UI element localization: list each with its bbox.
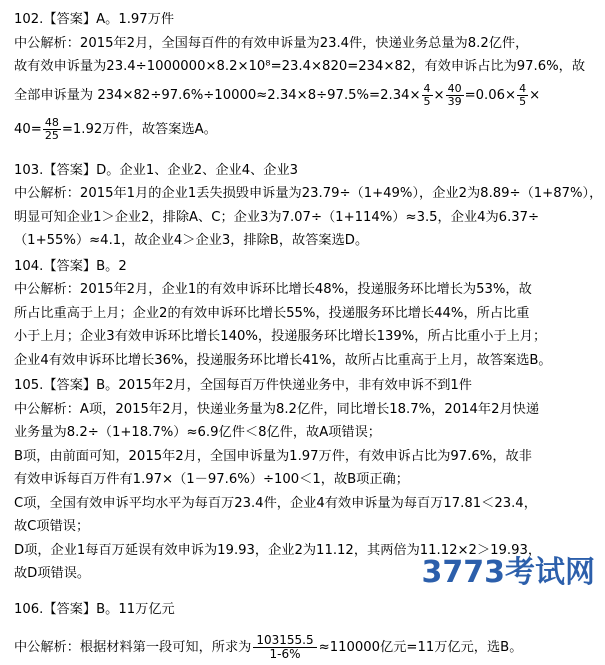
answer-line-106: 106.【答案】B。11万亿元 [14, 598, 591, 622]
explanation-prefix: 中公解析：根据材料第一段可知，所求为 [14, 640, 251, 655]
formula-tail: × [529, 88, 540, 103]
explanation-line: C项，全国有效申诉平均水平为每百万23.4件，企业4有效申诉量为每百万17.81＜23.4， [14, 492, 591, 516]
explanation-line: 故D项错误。 [14, 562, 591, 586]
fraction-48-25: $\frac{48}{25}$ [43, 117, 61, 142]
explanation-line: 中公解析：2015年1月的企业1丢失损毁申诉量为23.79÷（1+49%），企业2为8.89÷（1+87%）， [14, 182, 591, 206]
fraction-4-5-second: $\frac{4}{5}$ [517, 83, 528, 108]
watermark-text: 考试网 [505, 555, 595, 590]
explanation-line: 故有效申诉量为23.4÷1000000×8.2×10⁸=23.4×820=234×82，有效申诉占比为97.6%，故 [14, 55, 591, 79]
explanation-suffix: ≈110000亿元=11万亿元，选B。 [319, 640, 523, 655]
answer-line-105: 105.【答案】B。2015年2月，全国每百万件快递业务中，非有效申诉不到1件 [14, 374, 591, 398]
explanation-line: 企业4有效申诉环比增长36%，投递服务环比增长41%，故所占比重高于上月，故答案选B。 [14, 349, 591, 373]
watermark-number: 3773 [422, 555, 506, 590]
formula-eq: =0.06× [465, 88, 516, 103]
answer-line-104: 104.【答案】B。2 [14, 255, 591, 279]
explanation-line: D项，企业1每百万延误有效申诉为19.93，企业2为11.12，其两倍为11.12×2＞19.93， [14, 539, 591, 563]
formula-result-line [14, 113, 591, 147]
answer-line-102: 102.【答案】A。1.97万件 [14, 8, 591, 32]
question-block-102 [14, 8, 591, 147]
formula-mid: × [434, 88, 445, 103]
explanation-line: 所占比重高于上月；企业2的有效申诉环比增长55%，投递服务环比增长44%，所占比重 [14, 302, 591, 326]
explanation-line: 故C项错误； [14, 515, 591, 539]
explanation-formula-line [14, 631, 591, 665]
question-block-104 [14, 255, 591, 373]
explanation-line: 明显可知企业1＞企业2，排除A、C；企业3为7.07÷（1+114%）≈3.5，企业4为6.37÷ [14, 206, 591, 230]
explanation-line: （1+55%）≈4.1，故企业4＞企业3，排除B，故答案选D。 [14, 229, 591, 253]
fraction-103155-over-1-minus-6pct: $\frac{103155.5}{1-6\%}$ [253, 634, 316, 661]
fraction-4-5: $\frac{4}{5}$ [422, 83, 433, 108]
explanation-line: B项，由前面可知，2015年2月，全国申诉量为1.97万件，有效申诉占比为97.6%，故非 [14, 445, 591, 469]
formula-line [14, 79, 591, 113]
explanation-line: 中公解析：2015年2月，企业1的有效申诉环比增长48%，投递服务环比增长为53%，故 [14, 278, 591, 302]
question-block-106 [14, 598, 591, 665]
explanation-line: 中公解析：2015年2月，全国每百件的有效申诉量为23.4件，快递业务总量为8.2亿件， [14, 32, 591, 56]
line-spacer [14, 621, 591, 631]
formula-prefix: 全部申诉量为 234×82÷97.6%÷10000≈2.34×8÷97.5%=2.34× [14, 88, 421, 103]
fraction-40-39: $\frac{40}{39}$ [446, 83, 464, 108]
explanation-line: 中公解析：A项，2015年2月，快递业务量为8.2亿件，同比增长18.7%，2014年2月快递 [14, 398, 591, 422]
watermark [422, 547, 596, 591]
section-spacer [14, 149, 591, 159]
answer-line-103: 103.【答案】D。企业1、企业2、企业4、企业3 [14, 159, 591, 183]
explanation-line: 业务量为8.2÷（1+18.7%）≈6.9亿件＜8亿件，故A项错误； [14, 421, 591, 445]
explanation-line: 有效申诉每百万件有1.97×（1－97.6%）÷100＜1，故B项正确； [14, 468, 591, 492]
result-prefix: 40= [14, 122, 42, 137]
question-block-103 [14, 159, 591, 253]
explanation-line: 小于上月；企业3有效申诉环比增长140%，投递服务环比增长139%，所占比重小于上月； [14, 325, 591, 349]
result-suffix: =1.92万件，故答案选A。 [62, 122, 217, 137]
